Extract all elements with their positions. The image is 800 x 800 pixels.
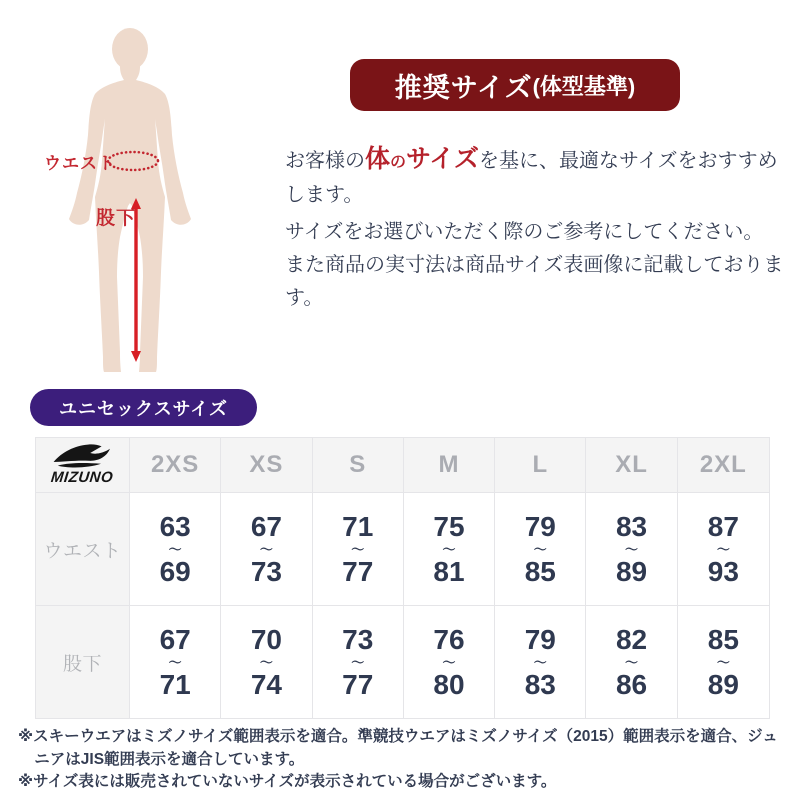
range-min: 85 bbox=[707, 624, 739, 656]
tilde: ～ bbox=[716, 541, 730, 557]
range-max: 73 bbox=[250, 555, 282, 587]
mizuno-wordmark: MIZUNO bbox=[50, 469, 115, 486]
inseam-2xl-range bbox=[678, 606, 769, 718]
tilde: ～ bbox=[625, 541, 639, 557]
size-column-s: S bbox=[313, 438, 404, 492]
waist-s-range bbox=[313, 493, 404, 605]
unisex-size-banner: ユニセックスサイズ bbox=[30, 389, 257, 426]
waist-measure-label: ウエスト bbox=[44, 154, 116, 173]
range-min: 87 bbox=[707, 511, 739, 543]
size-column-xs: XS bbox=[221, 438, 312, 492]
range-min: 75 bbox=[433, 511, 465, 543]
range-max: 80 bbox=[433, 668, 465, 700]
inseam-row-label: 股下 bbox=[36, 606, 130, 718]
tilde: ～ bbox=[533, 654, 547, 670]
runbird-icon bbox=[50, 444, 116, 468]
tilde: ～ bbox=[259, 654, 273, 670]
range-max: 83 bbox=[524, 668, 556, 700]
intro-p1-particle: の bbox=[390, 154, 407, 171]
range-max: 77 bbox=[342, 555, 374, 587]
intro-p3-text: また商品の実寸法は商品サイズ表画像に記載しております。 bbox=[285, 254, 784, 309]
range-max: 86 bbox=[615, 668, 648, 700]
range-max: 74 bbox=[250, 668, 282, 700]
range-max: 93 bbox=[707, 555, 739, 587]
tilde: ～ bbox=[351, 654, 365, 670]
range-max: 71 bbox=[159, 668, 191, 700]
tilde: ～ bbox=[168, 654, 182, 670]
size-column-m: M bbox=[404, 438, 495, 492]
waist-m-range bbox=[404, 493, 495, 605]
range-min: 79 bbox=[524, 511, 556, 543]
waist-l-range bbox=[495, 493, 586, 605]
banner-title-sub: (体型基準) bbox=[532, 73, 636, 99]
mizuno-logo bbox=[36, 438, 130, 492]
range-max: 77 bbox=[342, 668, 374, 700]
waist-row bbox=[36, 493, 769, 605]
range-max: 89 bbox=[707, 668, 739, 700]
range-min: 70 bbox=[250, 624, 282, 656]
tilde: ～ bbox=[351, 541, 365, 557]
intro-p1-suffix: を基に、最適なサイズをおすすめします。 bbox=[285, 150, 778, 206]
inseam-l-range bbox=[495, 606, 586, 718]
inseam-2xs-range bbox=[130, 606, 221, 718]
range-max: 85 bbox=[524, 555, 556, 587]
tilde: ～ bbox=[625, 654, 639, 670]
size-column-2xs: 2XS bbox=[130, 438, 221, 492]
footnotes bbox=[18, 726, 784, 794]
waist-row-label: ウエスト bbox=[36, 493, 130, 605]
body-silhouette bbox=[64, 27, 196, 377]
inseam-s-range bbox=[313, 606, 404, 718]
footnote-1: ※スキーウエアはミズノサイズ範囲表示を適合。準競技ウエアはミズノサイズ（2015）範囲表示を適合、ジュニアはJIS範囲表示を適合しています。 bbox=[18, 728, 778, 768]
waist-2xs-range bbox=[130, 493, 221, 605]
size-table bbox=[35, 437, 770, 719]
inseam-xs-range bbox=[221, 606, 312, 718]
size-column-xl: XL bbox=[586, 438, 677, 492]
banner-title-main: 推奨サイズ bbox=[394, 72, 533, 103]
size-column-2xl: 2XL bbox=[699, 451, 747, 478]
tilde: ～ bbox=[533, 541, 547, 557]
range-min: 67 bbox=[159, 624, 191, 656]
range-min: 67 bbox=[250, 511, 282, 543]
range-max: 69 bbox=[159, 555, 191, 587]
inseam-row bbox=[36, 605, 769, 718]
waist-xl-range bbox=[586, 493, 677, 605]
range-min: 71 bbox=[342, 511, 374, 543]
inseam-m-range bbox=[404, 606, 495, 718]
range-max: 81 bbox=[433, 555, 465, 587]
range-min: 82 bbox=[615, 624, 648, 656]
range-min: 83 bbox=[615, 511, 648, 543]
range-min: 79 bbox=[524, 624, 556, 656]
footnote-2: ※サイズ表には販売されていないサイズが表示されている場合がございます。 bbox=[18, 773, 557, 790]
range-min: 73 bbox=[342, 624, 374, 656]
range-min: 63 bbox=[159, 511, 191, 543]
intro-p1-prefix: お客様の bbox=[285, 150, 365, 172]
tilde: ～ bbox=[442, 654, 456, 670]
range-min: 76 bbox=[433, 624, 465, 656]
tilde: ～ bbox=[259, 541, 273, 557]
intro-paragraph-2 bbox=[285, 216, 785, 315]
inseam-measure-label: 股下 bbox=[96, 208, 137, 229]
intro-p1-emphasis-body: 体 bbox=[365, 145, 391, 173]
tilde: ～ bbox=[168, 541, 182, 557]
tilde: ～ bbox=[442, 541, 456, 557]
intro-text bbox=[285, 143, 785, 319]
size-column-l: L bbox=[495, 438, 586, 492]
waist-2xl-range bbox=[678, 493, 769, 605]
recommended-size-banner bbox=[350, 59, 680, 111]
range-max: 89 bbox=[615, 555, 648, 587]
size-table-header-row bbox=[36, 438, 769, 493]
intro-p1-emphasis-size: サイズ bbox=[406, 145, 480, 173]
inseam-xl-range bbox=[586, 606, 677, 718]
intro-paragraph-1 bbox=[285, 143, 785, 212]
tilde: ～ bbox=[716, 654, 730, 670]
waist-xs-range bbox=[221, 493, 312, 605]
intro-p2-text: サイズをお選びいただく際のご参考にしてください。 bbox=[285, 221, 764, 243]
